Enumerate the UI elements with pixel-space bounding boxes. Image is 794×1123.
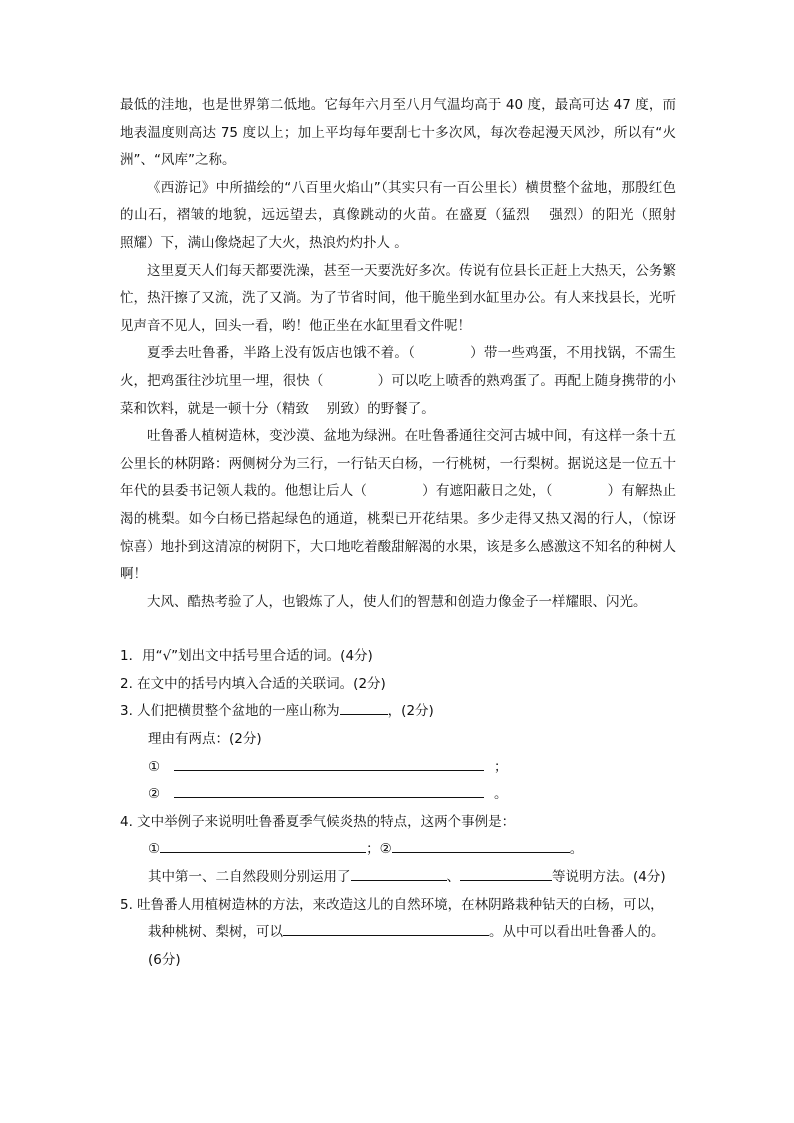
passage-paragraph-4: 夏季去吐鲁番，半路上没有饭店也饿不着。（ ）带一些鸡蛋，不用找锅，不需生火，把鸡蛋往沙坑里一埋，很快（ ）可以吃上喷香的熟鸡蛋了。再配上随身携带的小菜和饮料，就是一顿十分（精致 别致）的野餐了。	[120, 345, 676, 417]
passage-paragraph-3: 这里夏天人们每天都要洗澡，甚至一天要洗好多次。传说有位县长正赶上大热天，公务繁忙，热汗擦了又流，洗了又淌。为了节省时间，他干脆坐到水缸里办公。有人来找县长，光听见声音不见人，回头一看，哟！他正坐在水缸里看文件呢！	[120, 262, 676, 334]
question-5	[120, 892, 676, 975]
answer-blank-pear-trees[interactable]	[283, 919, 489, 936]
question-4: 4. 文中举例子来说明吐鲁番夏季气候炎热的特点，这两个事例是：	[120, 813, 516, 830]
question-4-methods	[120, 864, 676, 892]
question-4-methods-text: 其中第一、二自然段则分别运用了	[148, 869, 351, 886]
question-5-text-end: 。从中可以看出吐鲁番人的。(6分)	[148, 924, 665, 968]
separator: 、	[446, 869, 460, 886]
circled-number-2: ②	[148, 786, 161, 803]
semicolon: ；	[494, 758, 508, 775]
separator: ；②	[366, 841, 392, 858]
passage-paragraph-1: 最低的洼地，也是世界第二低地。它每年六月至八月气温均高于 40 度，最高可达 47 度，而地表温度则高达 75 度以上；加上平均每年要刮七十多次风，每次卷起漫天风沙，所以有“火洲”、“风库”之称。	[120, 97, 676, 169]
question-3	[120, 698, 676, 726]
question-4-methods-score: 等说明方法。(4分)	[552, 869, 666, 886]
question-2: 2. 在文中的括号内填入合适的关联词。(2分)	[120, 675, 386, 692]
question-3-reason-1	[120, 754, 676, 782]
document-content	[120, 92, 694, 974]
question-5-text: 5. 吐鲁番人用植树造林的方法，来改造这儿的自然环境，在林阴路栽种钻天的白杨，可以，栽种桃树、梨树，可以	[120, 896, 664, 941]
question-3-reasons-label: 理由有两点：(2分)	[148, 731, 262, 748]
question-4-examples	[120, 836, 676, 864]
question-3-text: 3. 人们把横贯整个盆地的一座山称为	[120, 703, 340, 720]
answer-blank-reason-1[interactable]	[174, 754, 484, 771]
circled-number-1: ①	[148, 841, 161, 858]
question-3-reason-2	[120, 781, 676, 809]
answer-blank-method-2[interactable]	[460, 864, 552, 881]
passage-paragraph-2: 《西游记》中所描绘的“八百里火焰山”（其实只有一百公里长）横贯整个盆地，那殷红色的山石，褶皱的地貌，远远望去，真像跳动的火苗。在盛夏（猛烈 强烈）的阳光（照射 照耀）下，满山像烧起了大火，热浪灼灼扑人 。	[120, 179, 690, 251]
question-section	[120, 643, 676, 974]
answer-blank-mountain[interactable]	[340, 698, 388, 715]
reading-passage	[120, 92, 694, 616]
passage-paragraph-5: 吐鲁番人植树造林，变沙漠、盆地为绿洲。在吐鲁番通往交河古城中间，有这样一条十五公里长的林阴路：两侧树分为三行，一行钻天白杨，一行桃树，一行梨树。据说这是一位五十年代的县委书记领人栽的。他想让后人（ ）有遮阳蔽日之处，（ ）有解热止渴的桃梨。如今白杨已搭起绿色的通道，桃梨已开花结果。多少走得又热又渴的行人，（惊讶 惊喜）地扑到这清凉的树阴下，大口地吃着酸甜解渴的水果，该是多么感激这不知名的种树人啊！	[120, 428, 694, 583]
passage-paragraph-6: 大风、酷热考验了人，也锻炼了人，使人们的智慧和创造力像金子一样耀眼、闪光。	[147, 593, 647, 610]
answer-blank-reason-2[interactable]	[174, 781, 484, 798]
question-1: 1．用“√”划出文中括号里合适的词。(4分)	[120, 648, 373, 665]
answer-blank-example-1[interactable]	[160, 836, 366, 853]
answer-blank-example-2[interactable]	[392, 836, 570, 853]
period: 。	[569, 841, 584, 858]
question-3-score: ，(2分)	[387, 703, 434, 720]
circled-number-1: ①	[148, 758, 161, 775]
period: 。	[494, 786, 508, 803]
answer-blank-method-1[interactable]	[351, 864, 447, 881]
